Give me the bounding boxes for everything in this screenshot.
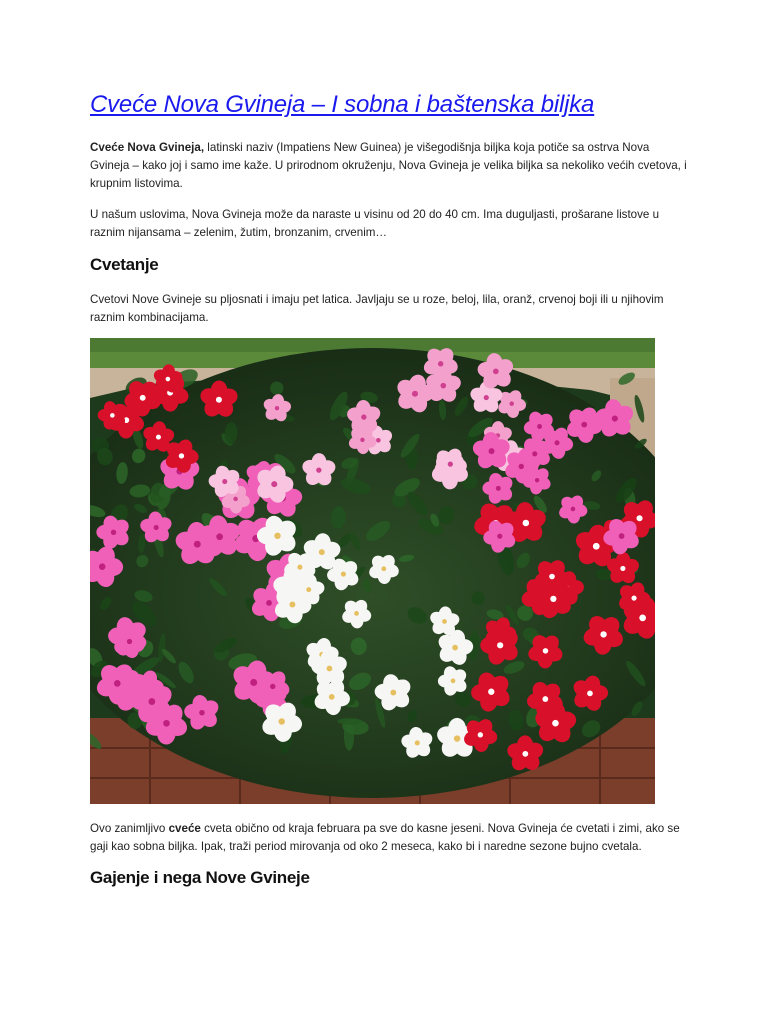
flower-center [354, 611, 359, 616]
flower-center [412, 391, 418, 397]
flower-center [478, 732, 483, 737]
intro-bold: Cveće Nova Gvineja, [90, 141, 205, 154]
flower-center [114, 680, 121, 687]
flower-illustration [90, 338, 655, 804]
flower-center [216, 397, 222, 403]
flower-center [271, 481, 277, 487]
flower-center [289, 601, 295, 607]
flower-center [297, 565, 302, 570]
flower-center [612, 416, 618, 422]
flower-center [484, 395, 489, 400]
flower-center [497, 534, 502, 539]
flower-center [140, 395, 146, 401]
flower-center [522, 751, 528, 757]
flower-center [361, 414, 366, 419]
flower-center [442, 619, 447, 624]
flower-center [496, 486, 501, 491]
flower-center [360, 438, 364, 442]
flower-center [390, 690, 396, 696]
flower-center [99, 563, 106, 570]
flower-center [216, 533, 223, 540]
flower-center [266, 600, 272, 606]
flower-center [620, 566, 625, 571]
flower-center [275, 406, 279, 410]
flower-center [316, 468, 321, 473]
season-text-after: cveta obično od kraja februara pa sve do kasne jeseni. Nova Gvineja će cvetati i zimi, ako se gaji kao sobna biljka. Ipak, traži period mirovanja od oko 2 meseca, kako bi i naredne sezone bujno cvetala. [90, 822, 680, 853]
flower-center [488, 689, 494, 695]
flower-center [156, 435, 161, 440]
article-title[interactable]: Cveće Nova Gvineja – I sobna i baštenska biljka [90, 91, 595, 118]
flower-center [327, 666, 333, 672]
flower-center [543, 648, 549, 654]
flower-center [341, 572, 346, 577]
flower-center [509, 401, 514, 406]
flower-center [329, 694, 335, 700]
flower-center [549, 574, 555, 580]
flower-center [199, 710, 205, 716]
flower-center [537, 424, 542, 429]
flower-center [270, 684, 275, 689]
flower-center [523, 520, 530, 527]
flower-center [381, 566, 386, 571]
section-heading-cvetanje: Cvetanje [90, 255, 159, 274]
intro-paragraph [90, 139, 690, 193]
season-text-before: Ovo zanimljivo [90, 822, 169, 835]
flower-center [554, 440, 559, 445]
flower-center [519, 464, 524, 469]
season-bold: cveće [168, 822, 201, 835]
flower-center [532, 451, 537, 456]
flower-center [552, 720, 559, 727]
flower-center [636, 515, 642, 521]
flower-photo [90, 338, 655, 804]
flower-center [306, 587, 311, 592]
flower-center [452, 645, 458, 651]
flower-center [451, 679, 456, 684]
flower-center [194, 541, 201, 548]
flower-center [587, 691, 593, 697]
flower-center [497, 642, 503, 648]
flower-center [535, 478, 539, 482]
flower-center [415, 740, 420, 745]
flower-center [111, 530, 116, 535]
flower-center [110, 413, 115, 418]
flowering-paragraph: Cvetovi Nove Gvineje su pljosnati i imaju pet latica. Javljaju se u roze, beloj, lila, oranž, crvenoj boji ili u njihovim raznim kombinacijama. [90, 293, 664, 324]
section-heading-gajenje: Gajenje i nega Nove Gvineje [90, 868, 310, 887]
flower-center [593, 543, 600, 550]
flower-center [639, 614, 646, 621]
flower-center [148, 698, 155, 705]
flower-center [631, 596, 636, 601]
flower-center [571, 507, 576, 512]
flower-center [274, 533, 280, 539]
flower-center [166, 377, 171, 382]
flower-center [600, 631, 606, 637]
flower-center [233, 497, 238, 502]
flower-center [319, 549, 325, 555]
flower-center [279, 718, 285, 724]
flower-center [376, 438, 381, 443]
flower-center [581, 422, 587, 428]
flower-center [127, 639, 132, 644]
flower-center [438, 361, 443, 366]
flower-center [163, 720, 170, 727]
flower-center [440, 383, 446, 389]
flower-center [619, 533, 625, 539]
flower-center [222, 479, 227, 484]
flower-center [250, 679, 257, 686]
intro-text: latinski naziv (Impatiens New Guinea) je višegodišnja biljka koja potiče sa ostrva Nova Gvineja – kako joj i samo ime kaže. U prirodnom okruženju, Nova Gvineja je velika biljka sa nekoliko većih cvetova, i krupnim listovima. [90, 141, 687, 190]
flower-center [489, 448, 495, 454]
flower-center [550, 596, 556, 602]
flower-center [179, 453, 184, 458]
flower-center [448, 462, 453, 467]
season-paragraph [90, 820, 690, 856]
flower-center [493, 369, 499, 375]
size-paragraph: U našum uslovima, Nova Gvineja može da naraste u visinu od 20 do 40 cm. Ima duguljasti, prošarane listove u raznim nijansama – zelenim, žutim, bronzanim, crvenim… [90, 208, 660, 239]
flower-center [542, 696, 548, 702]
flower-center [154, 525, 159, 530]
flower-center [454, 735, 460, 741]
